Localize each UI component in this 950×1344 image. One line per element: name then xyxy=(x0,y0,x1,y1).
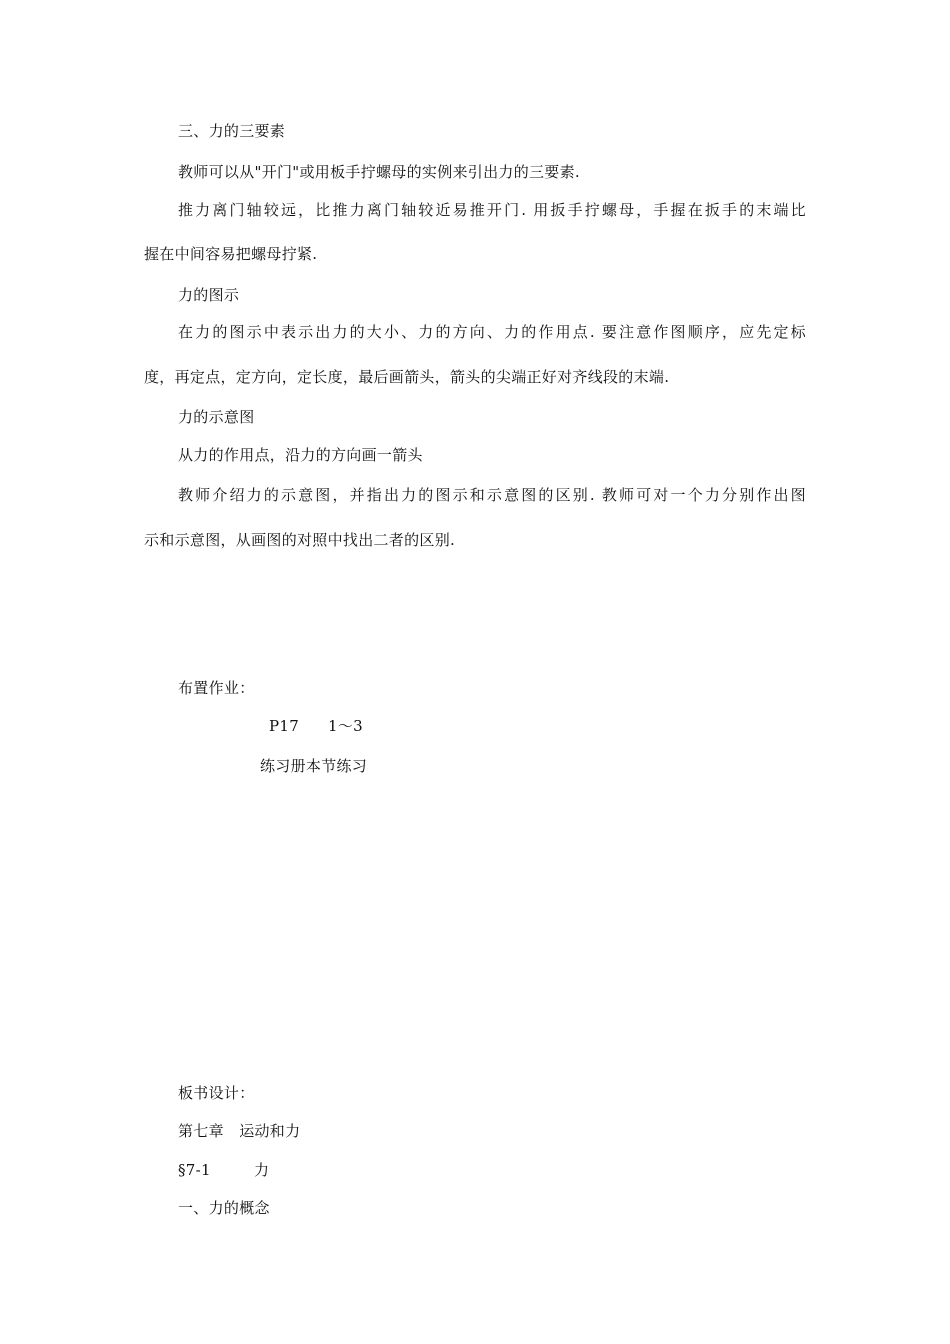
paragraph-arrow-drawing: 从力的作用点，沿力的方向画一箭头 xyxy=(178,446,423,464)
section-number: §7-1 xyxy=(178,1161,211,1179)
force-diagram-heading: 力的图示 xyxy=(178,286,240,304)
paragraph-force-diagram-line2: 度，再定点，定方向，定长度，最后画箭头，箭头的尖端正好对齐线段的末端. xyxy=(144,368,670,386)
paragraph-schematic-line2: 示和示意图，从画图的对照中找出二者的区别. xyxy=(144,531,456,549)
paragraph-door-wrench-line1: 推力离门轴较远，比推力离门轴较近易推开门. 用扳手拧螺母，手握在扳手的末端比 xyxy=(178,201,806,219)
paragraph-door-wrench-line2: 握在中间容易把螺母拧紧. xyxy=(144,245,318,263)
section-heading-three-elements: 三、力的三要素 xyxy=(178,122,286,140)
paragraph-schematic-line1: 教师介绍力的示意图，并指出力的图示和示意图的区别. 教师可对一个力分别作出图 xyxy=(178,486,806,504)
homework-range: 1～3 xyxy=(328,717,363,735)
schematic-heading: 力的示意图 xyxy=(178,408,255,426)
homework-workbook: 练习册本节练习 xyxy=(260,757,368,775)
chapter-title: 第七章 运动和力 xyxy=(178,1122,301,1140)
homework-heading: 布置作业： xyxy=(178,679,255,697)
paragraph-teacher-intro: 教师可以从"开门"或用板手拧螺母的实例来引出力的三要素. xyxy=(178,163,580,181)
homework-page: P17 xyxy=(269,717,300,735)
paragraph-force-diagram-line1: 在力的图示中表示出力的大小、力的方向、力的作用点. 要注意作图顺序，应先定标 xyxy=(178,323,806,341)
concept-heading: 一、力的概念 xyxy=(178,1199,270,1217)
section-title: 力 xyxy=(254,1161,270,1179)
board-design-heading: 板书设计： xyxy=(178,1084,255,1102)
